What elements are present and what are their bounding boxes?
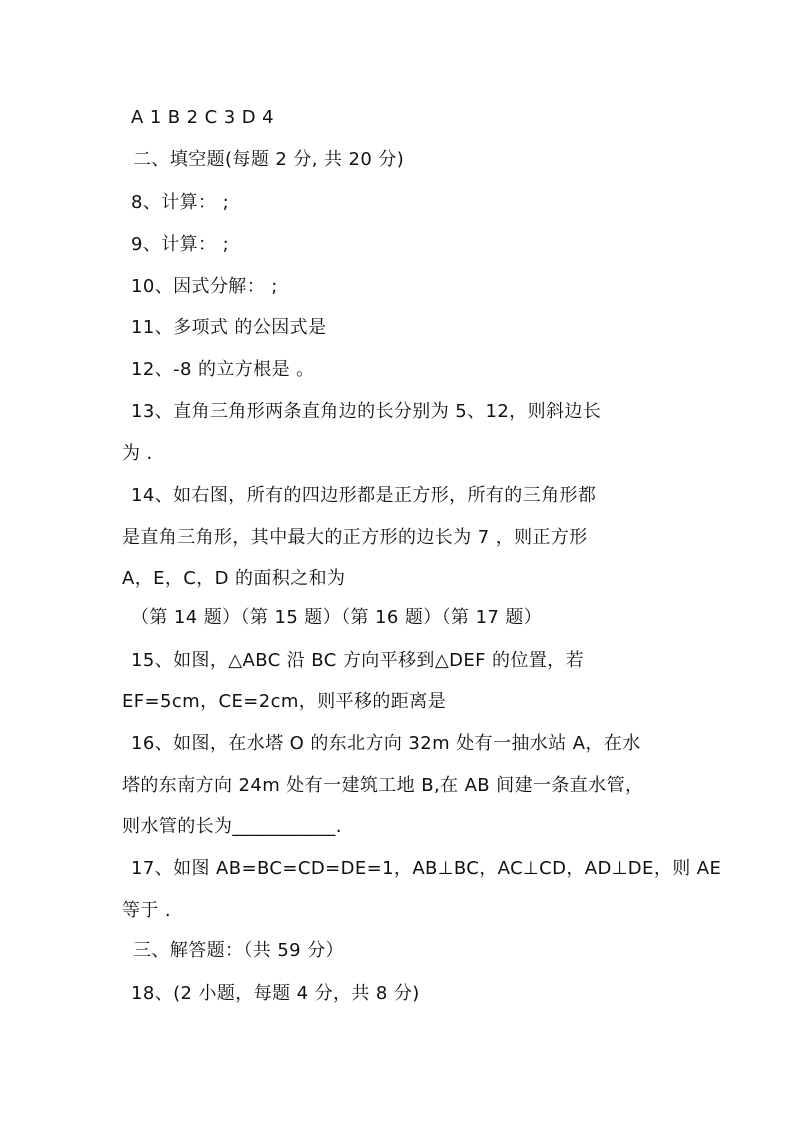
section-heading-fill-in: 二、填空题(每题 2 分, 共 20 分) <box>133 149 405 170</box>
question-10: 10、因式分解： ; <box>131 276 278 297</box>
figure-captions: （第 14 题）（第 15 题）（第 16 题）（第 17 题） <box>131 607 543 628</box>
question-11: 11、多项式 的公因式是 <box>131 317 327 338</box>
question-18: 18、(2 小题，每题 4 分，共 8 分) <box>131 983 420 1004</box>
question-16-line-2: 塔的东南方向 24m 处有一建筑工地 B,在 AB 间建一条直水管， <box>122 775 644 796</box>
question-17-line-2: 等于 . <box>122 900 172 921</box>
question-13-line-2: 为 . <box>122 443 153 464</box>
question-15-line-1: 15、如图，△ABC 沿 BC 方向平移到△DEF 的位置，若 <box>131 650 584 671</box>
question-16-line-1: 16、如图，在水塔 O 的东北方向 32m 处有一抽水站 A，在水 <box>131 733 641 754</box>
question-14-line-3: A，E，C，D 的面积之和为 <box>122 568 346 589</box>
question-15-line-2: EF=5cm，CE=2cm，则平移的距离是 <box>122 691 446 712</box>
question-14-line-2: 是直角三角形，其中最大的正方形的边长为 7 ，则正方形 <box>122 527 588 548</box>
question-8: 8、计算： ; <box>131 192 230 213</box>
question-13-line-1: 13、直角三角形两条直角边的长分别为 5、12，则斜边长 <box>131 401 602 422</box>
question-17-line-1: 17、如图 AB=BC=CD=DE=1，AB⊥BC，AC⊥CD，AD⊥DE，则 AE <box>131 858 722 879</box>
question-9: 9、计算： ; <box>131 234 230 255</box>
question-12: 12、-8 的立方根是 。 <box>131 359 315 380</box>
section-heading-answers: 三、解答题：（共 59 分） <box>133 940 344 961</box>
question-16-line-3: 则水管的长为___________. <box>122 816 342 837</box>
question-14-line-1: 14、如右图，所有的四边形都是正方形，所有的三角形都 <box>131 485 597 506</box>
options-line: A 1 B 2 C 3 D 4 <box>131 107 274 128</box>
